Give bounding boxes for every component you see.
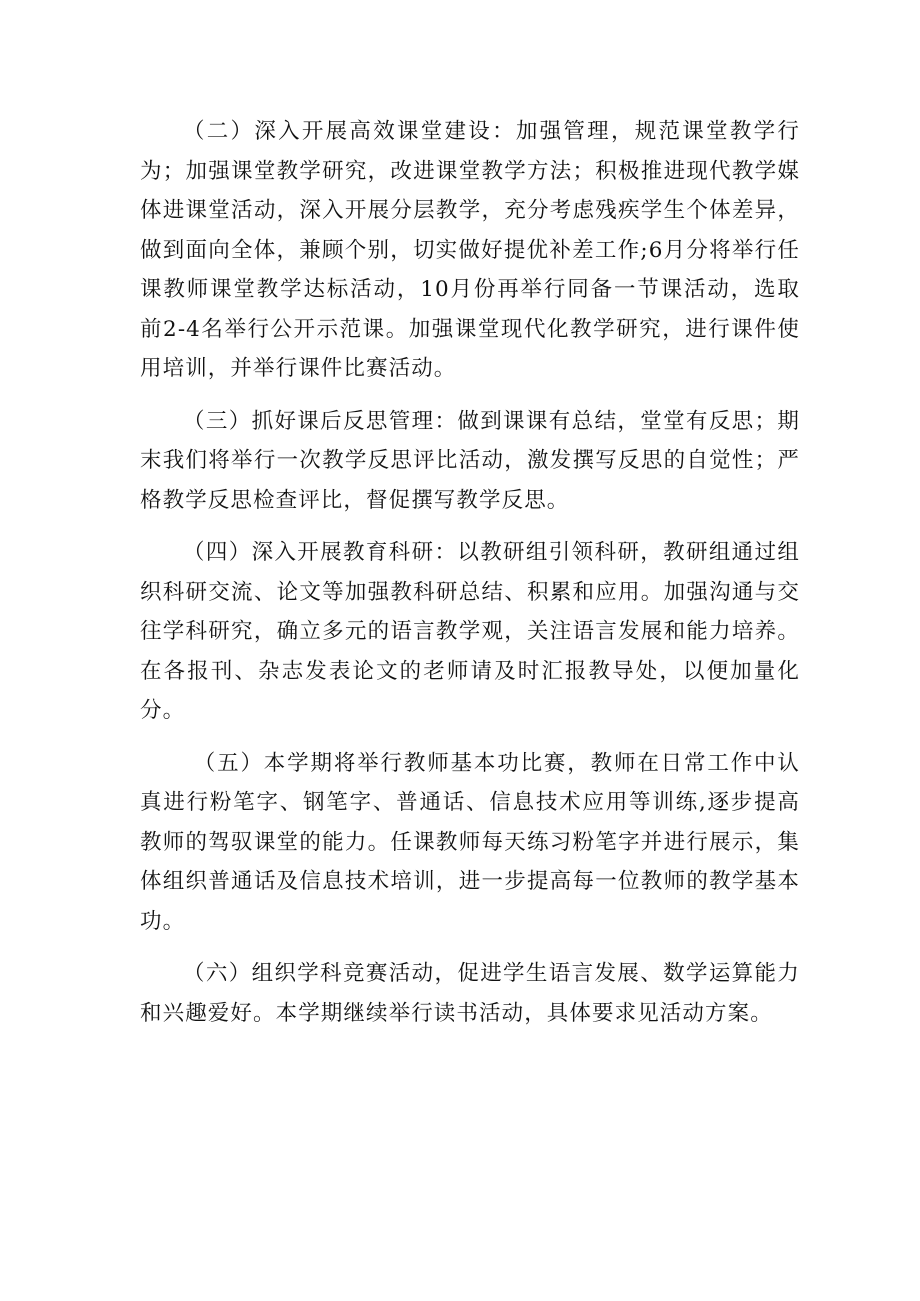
paragraph-section-5: （五）本学期将举行教师基本功比赛，教师在日常工作中认真进行粉笔字、钢笔字、普通话、信息技术应用等训练,逐步提高教师的驾驭课堂的能力。任课教师每天练习粉笔字并进行展示，集体组织普通话及信息技术培训，进一步提高每一位教师的教学基本功。 [140,750,800,934]
document-body [140,112,800,1046]
paragraph-section-6: （六）组织学科竞赛活动，促进学生语言发展、数学运算能力和兴趣爱好。本学期继续举行读书活动，具体要求见活动方案。 [140,961,800,1026]
paragraph-section-2: （二）深入开展高效课堂建设：加强管理，规范课堂教学行为；加强课堂教学研究，改进课堂教学方法；积极推进现代教学媒体进课堂活动，深入开展分层教学，充分考虑残疾学生个体差异，做到面向全体，兼顾个别，切实做好提优补差工作;6月分将举行任课教师课堂教学达标活动，10月份再举行同备一节课活动，选取前2-4名举行公开示范课。加强课堂现代化教学研究，进行课件使用培训，并举行课件比赛活动。 [140,119,800,381]
paragraph-section-4: （四）深入开展教育科研：以教研组引领科研，教研组通过组织科研交流、论文等加强教科研总结、积累和应用。加强沟通与交往学科研究，确立多元的语言教学观，关注语言发展和能力培养。在各报刊、杂志发表论文的老师请及时汇报教导处，以便加量化分。 [140,540,800,723]
paragraph-section-3: （三）抓好课后反思管理：做到课课有总结，堂堂有反思；期末我们将举行一次教学反思评比活动，激发撰写反思的自觉性；严格教学反思检查评比，督促撰写教学反思。 [140,408,800,513]
